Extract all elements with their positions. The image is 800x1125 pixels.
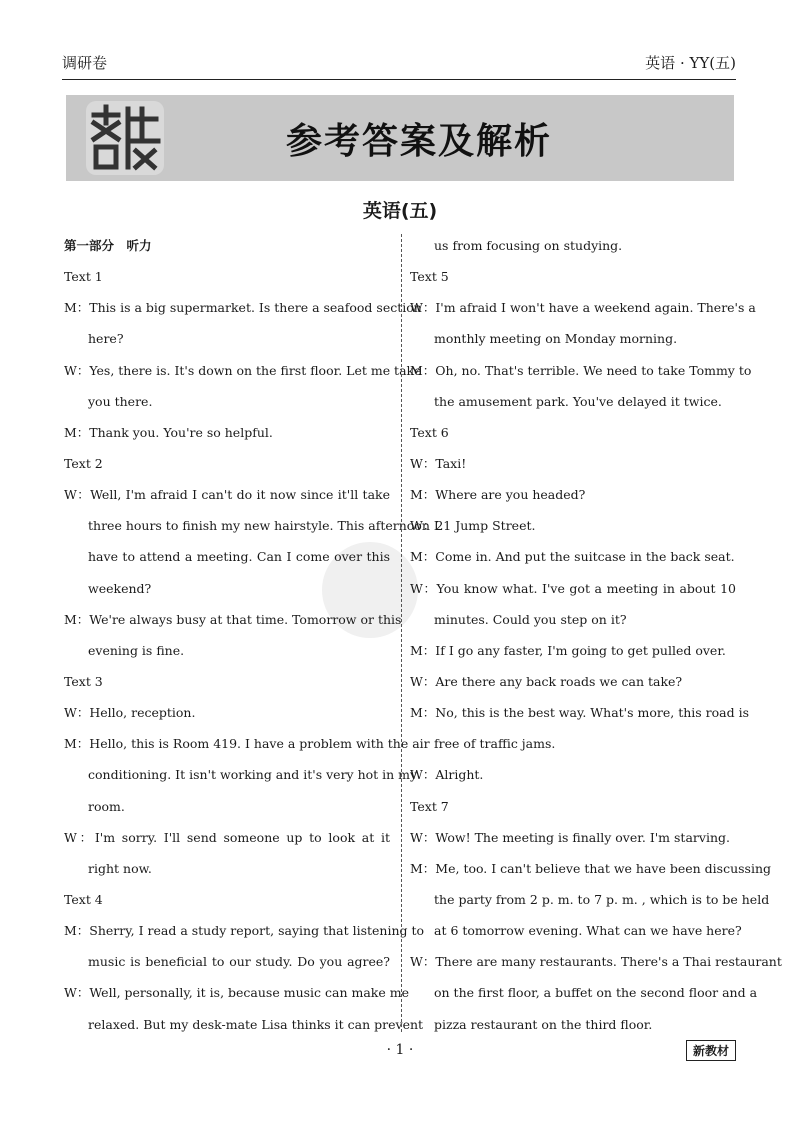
text-line: M：No, this is the best way. What's more, this road is (410, 705, 750, 721)
text-line: monthly meeting on Monday morning. (434, 331, 678, 347)
title-banner (66, 95, 734, 181)
edition-badge: 新教材 (686, 1040, 736, 1061)
text-line: M：Sherry, I read a study report, saying that listening to (64, 923, 425, 939)
text-line: have to attend a meeting. Can I come over this (88, 549, 390, 565)
text-line: music is beneficial to our study. Do you agree? (88, 954, 390, 970)
text-line: M：Thank you. You're so helpful. (64, 424, 273, 440)
text-line: W：Hello, reception. (64, 705, 196, 721)
text-line: W：Well, I'm afraid I can't do it now since it'll take (64, 487, 390, 503)
text-line: M：Where are you headed? (410, 487, 586, 503)
header-rule (62, 79, 736, 80)
text-line: Text 7 (410, 798, 449, 814)
text-line: M：Me, too. I can't believe that we have been discussing (410, 860, 772, 876)
text-line: M：Oh, no. That's terrible. We need to take Tommy to (410, 362, 752, 378)
right-column (410, 230, 782, 1040)
text-line: us from focusing on studying. (434, 238, 623, 253)
subject-title: 英语(五) (362, 200, 438, 222)
text-line: on the first floor, a buffet on the second floor and a (434, 985, 758, 1001)
text-line: Text 2 (64, 455, 103, 471)
text-line: relaxed. But my desk-mate Lisa thinks it can prevent (88, 1016, 424, 1032)
text-line: W：You know what. I've got a meeting in about 10 (410, 580, 736, 596)
text-line: free of traffic jams. (434, 736, 556, 752)
text-line: room. (88, 798, 125, 814)
text-line: 第一部分 听力 (64, 238, 152, 253)
text-line: W：Are there any back roads we can take? (410, 673, 683, 689)
text-line: M：We're always busy at that time. Tomorrow or this (64, 611, 402, 627)
text-line: conditioning. It isn't working and it's very hot in my (88, 767, 418, 783)
text-line: W：Taxi! (410, 455, 467, 471)
text-line: you there. (88, 393, 153, 409)
column-divider (401, 234, 402, 1032)
text-line: W：21 Jump Street. (410, 518, 536, 534)
text-line: M：Hello, this is Room 419. I have a problem with the air (64, 736, 430, 752)
text-line: right now. (88, 860, 152, 876)
text-line: the party from 2 p. m. to 7 p. m. , which is to be held (434, 891, 770, 907)
text-line: minutes. Could you step on it? (434, 611, 627, 627)
text-line: weekend? (88, 580, 152, 596)
text-line: three hours to finish my new hairstyle. This afternoon I (88, 518, 439, 534)
text-line: Text 1 (64, 269, 103, 285)
text-line: Text 3 (64, 673, 103, 689)
text-line: the amusement park. You've delayed it twice. (434, 393, 722, 409)
text-line: W：Wow! The meeting is finally over. I'm starving. (410, 829, 730, 845)
text-line: M：Come in. And put the suitcase in the back seat. (410, 549, 735, 565)
header-left: 调研卷 (62, 54, 108, 72)
text-line: W：I'm sorry. I'll send someone up to look at it (64, 829, 390, 845)
page-number: · 1 · (386, 1042, 414, 1058)
text-line: at 6 tomorrow evening. What can we have here? (434, 923, 742, 939)
text-line: W：I'm afraid I won't have a weekend again. There's a (410, 300, 756, 316)
text-line: W：There are many restaurants. There's a Thai restaurant (410, 954, 782, 970)
text-line: Text 5 (410, 269, 449, 285)
banner-title: 参考答案及解析 (286, 121, 553, 162)
text-line: W：Well, personally, it is, because music can make me (64, 985, 409, 1001)
text-line: pizza restaurant on the third floor. (434, 1016, 653, 1032)
text-line: M：This is a big supermarket. Is there a seafood section (64, 300, 422, 316)
text-line: Text 4 (64, 891, 103, 907)
text-line: W：Alright. (410, 767, 484, 783)
seal-logo-icon (86, 101, 164, 175)
text-line: evening is fine. (88, 642, 185, 658)
text-line: here? (88, 331, 124, 347)
text-line: W：Yes, there is. It's down on the first floor. Let me take (64, 362, 422, 378)
text-line: Text 6 (410, 424, 449, 440)
header-right: 英语 · YY(五) (645, 54, 736, 72)
seal-glyph-icon (86, 101, 164, 175)
text-line: M：If I go any faster, I'm going to get pulled over. (410, 642, 726, 658)
